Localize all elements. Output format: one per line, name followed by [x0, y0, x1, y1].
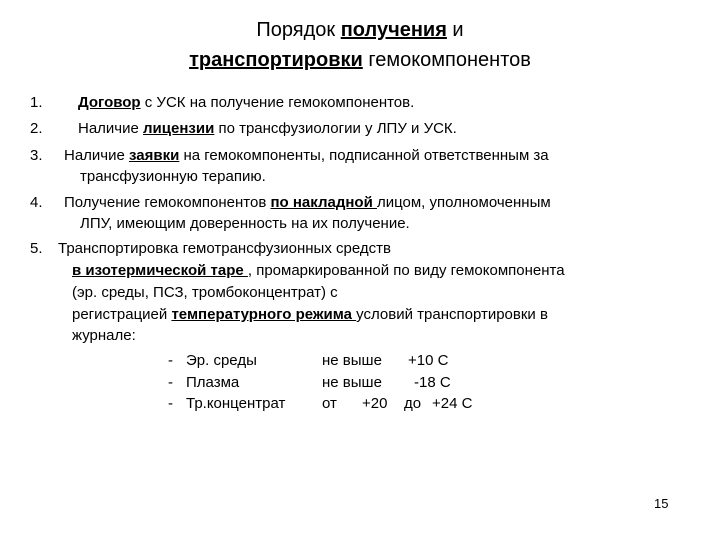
- title-emphasis: транспортировки: [189, 49, 363, 71]
- condition-name: Плазма: [186, 374, 240, 391]
- item-number: 2.: [30, 120, 43, 137]
- item-text: Наличие: [78, 120, 144, 137]
- condition-to: до: [404, 395, 422, 412]
- list-item-4: [64, 194, 551, 212]
- item-text: Получение гемокомпонентов: [64, 194, 271, 211]
- title-text: гемокомпонентов: [362, 49, 531, 71]
- list-item-5: Транспортировка гемотрансфузионных средств: [58, 240, 391, 257]
- list-item-5-line-5: журнале:: [72, 327, 136, 344]
- item-keyword: заявки: [129, 147, 180, 164]
- item-text: условий транспортировки в: [356, 306, 548, 323]
- item-keyword: в изотермической таре: [72, 262, 248, 279]
- item-keyword: температурного режима: [171, 306, 357, 323]
- item-text: , промаркированной по виду гемокомпонента: [247, 262, 565, 279]
- condition-limit: не выше: [322, 352, 382, 369]
- item-text: по трансфузиологии у ЛПУ и УСК.: [214, 120, 457, 137]
- list-item-5-line-2: [72, 262, 565, 280]
- condition-name: Тр.концентрат: [186, 395, 286, 412]
- condition-dash: -: [168, 395, 173, 412]
- slide-title-line-1: [0, 16, 720, 44]
- condition-limit: не выше: [322, 374, 382, 391]
- title-text: Порядок: [256, 19, 341, 41]
- item-number: 5.: [30, 240, 43, 257]
- condition-value: +20: [362, 395, 388, 412]
- title-text: и: [446, 19, 464, 41]
- condition-dash: -: [168, 352, 173, 369]
- item-text: лицом, уполномоченным: [376, 194, 551, 211]
- list-item-3-continuation: трансфузионную терапию.: [80, 168, 266, 185]
- condition-name: Эр. среды: [186, 352, 257, 369]
- item-text: с УСК на получение гемокомпонентов.: [140, 94, 415, 111]
- item-number: 3.: [30, 147, 43, 164]
- item-number: 4.: [30, 194, 43, 211]
- page-number: 15: [654, 496, 669, 511]
- list-item-1: [78, 94, 414, 112]
- list-item-5-line-3: (эр. среды, ПСЗ, тромбоконцентрат) с: [72, 284, 338, 301]
- condition-value: +10 С: [408, 352, 449, 369]
- condition-limit: от: [322, 395, 337, 412]
- condition-dash: -: [168, 374, 173, 391]
- list-item-5-line-4: [72, 306, 548, 324]
- item-keyword: по накладной: [270, 194, 377, 211]
- title-emphasis: получения: [340, 19, 447, 41]
- list-item-2: [78, 120, 457, 138]
- condition-value-2: +24 С: [432, 395, 473, 412]
- item-keyword: Договор: [78, 94, 141, 111]
- item-text: регистрацией: [72, 306, 172, 323]
- item-number: 1.: [30, 94, 43, 111]
- list-item-3: [64, 147, 549, 165]
- condition-value: -18 С: [414, 374, 451, 391]
- item-keyword: лицензии: [143, 120, 215, 137]
- slide-title-line-2: [0, 46, 720, 74]
- item-text: на гемокомпоненты, подписанной ответственным за: [179, 147, 549, 164]
- item-text: Наличие: [64, 147, 130, 164]
- list-item-4-continuation: ЛПУ, имеющим доверенность на их получение.: [80, 215, 410, 232]
